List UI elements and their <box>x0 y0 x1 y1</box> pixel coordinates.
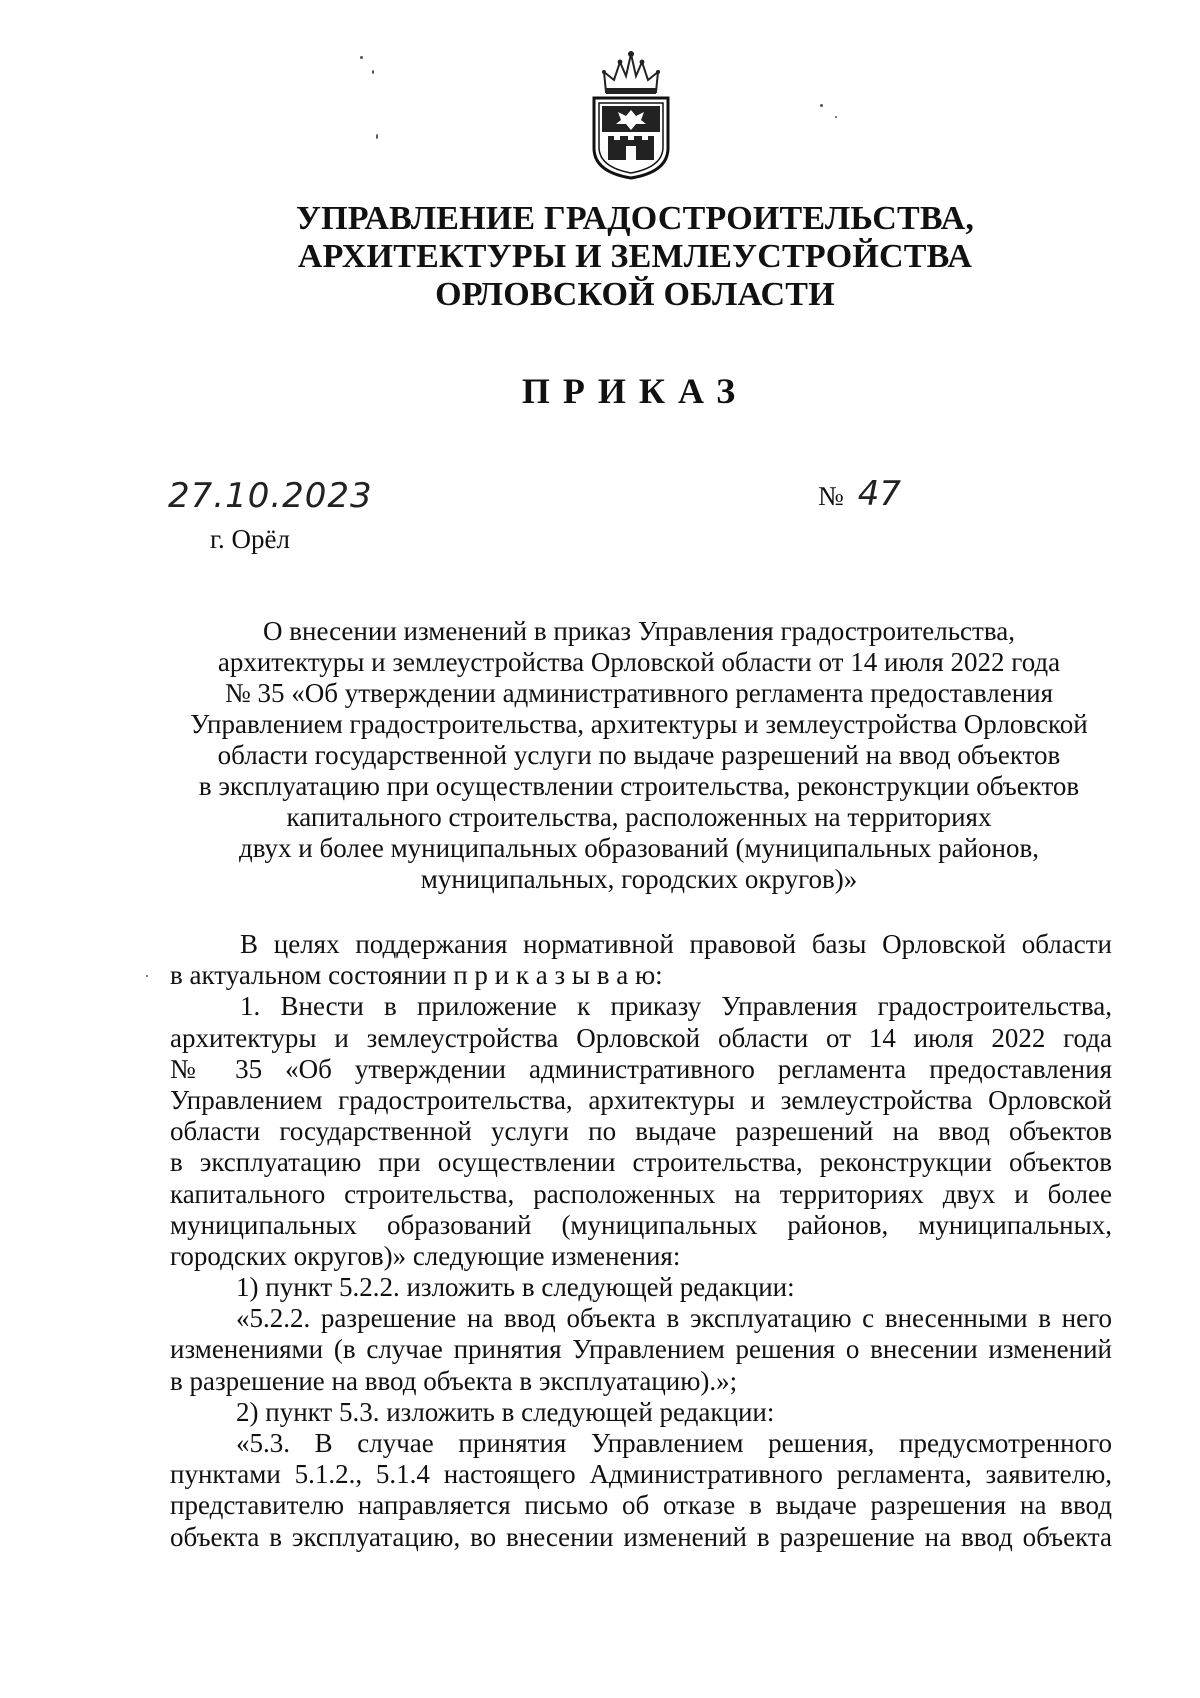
scan-speck <box>146 975 148 977</box>
scan-speck <box>376 134 378 139</box>
item-1-line: Управлением градостроительства, архитектуры и землеустройства Орловской <box>170 1084 1112 1115</box>
scan-speck <box>360 56 363 59</box>
scan-speck <box>835 116 837 118</box>
preamble-line <box>170 960 1112 991</box>
item-1-line: в эксплуатацию при осуществлении строительства, реконструкции объектов <box>170 1147 1112 1178</box>
preamble-text: в актуальном состоянии <box>170 960 454 991</box>
subitem-2-line: пунктами 5.1.2., 5.1.4 настоящего Административного регламента, заявителю, <box>170 1459 1112 1490</box>
subitem-1-heading: 1) пункт 5.2.2. изложить в следующей редакции: <box>236 1272 795 1303</box>
item-1-line: городских округов)» следующие изменения: <box>170 1240 681 1271</box>
organization-title-line: АРХИТЕКТУРЫ И ЗЕМЛЕУСТРОЙСТВА <box>297 238 973 275</box>
order-date: 27.10.2023 <box>168 476 373 516</box>
subject-line: О внесении изменений в приказ Управления градостроительства, <box>263 616 1015 646</box>
subitem-1-line: «5.2.2. разрешение на ввод объекта в эксплуатацию с внесенными в него <box>236 1303 1112 1334</box>
subject-line: муниципальных, городских округов)» <box>420 864 858 894</box>
subject-line: архитектуры и землеустройства Орловской области от 14 июля 2022 года <box>217 647 1061 677</box>
subject-line: области государственной услуги по выдаче разрешений на ввод объектов <box>217 740 1061 770</box>
document-type-heading: ПРИКАЗ <box>521 371 749 411</box>
subitem-1-line: изменениями (в случае принятия Управлением решения о внесении изменений <box>170 1334 1112 1365</box>
subitem-2-line: объекта в эксплуатацию, во внесении изменений в разрешение на ввод объекта <box>170 1521 1112 1552</box>
order-subject <box>160 616 1118 895</box>
subject-line: № 35 «Об утверждении административного регламента предоставления <box>224 678 1054 708</box>
organization-title-line: ОРЛОВСКОЙ ОБЛАСТИ <box>435 276 835 313</box>
coat-of-arms-icon <box>586 48 676 180</box>
scan-speck <box>820 104 823 107</box>
subitem-2-line: представителю направляется письмо об отказе в выдаче разрешения на ввод <box>170 1490 1112 1521</box>
number-sign: № <box>818 481 844 511</box>
city-label: г. Орёл <box>210 524 290 554</box>
subitem-2-line: «5.3. В случае принятия Управлением решения, предусмотренного <box>236 1428 1112 1458</box>
order-number: 47 <box>857 474 902 514</box>
item-1-line: № 35 «Об утверждении административного регламента предоставления <box>170 1053 1112 1084</box>
item-1-line: капитального строительства, расположенных на территориях двух и более <box>170 1178 1112 1209</box>
item-1-line: муниципальных образований (муниципальных районов, муниципальных, <box>170 1209 1112 1240</box>
scan-speck <box>372 70 374 74</box>
organization-title-line: УПРАВЛЕНИЕ ГРАДОСТРОИТЕЛЬСТВА, <box>295 200 975 237</box>
item-1-line: архитектуры и землеустройства Орловской области от 14 июля 2022 года <box>170 1022 1112 1053</box>
preamble-line: В целях поддержания нормативной правовой базы Орловской области <box>240 929 1112 959</box>
item-1-line: области государственной услуги по выдаче разрешений на ввод объектов <box>170 1116 1112 1147</box>
order-word: п р и к а з ы в а ю: <box>453 960 663 991</box>
item-1-line: 1. Внести в приложение к приказу Управления градостроительства, <box>240 991 1112 1022</box>
order-number-block <box>818 474 901 514</box>
subject-line: Управлением градостроительства, архитектуры и землеустройства Орловской <box>190 709 1088 739</box>
organization-title <box>0 200 1200 314</box>
subitem-2-heading: 2) пункт 5.3. изложить в следующей редакции: <box>236 1396 775 1427</box>
subject-line: в эксплуатацию при осуществлении строительства, реконструкции объектов <box>198 771 1080 801</box>
order-body <box>170 929 1112 1553</box>
subject-line: двух и более муниципальных образований (муниципальных районов, <box>238 833 1040 863</box>
subject-line: капитального строительства, расположенных на территориях <box>286 802 992 832</box>
subitem-1-line: в разрешение на ввод объекта в эксплуатацию).»; <box>170 1365 738 1396</box>
